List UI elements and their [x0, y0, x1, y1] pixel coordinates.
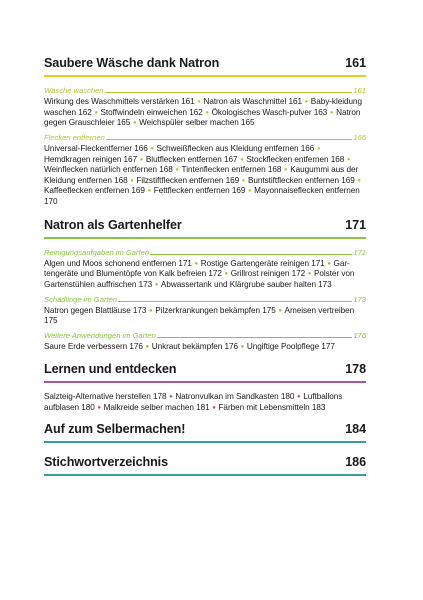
bullet-separator-icon: ●: [92, 109, 100, 116]
bullet-separator-icon: ●: [203, 109, 211, 116]
entry-item[interactable]: Grillrost reinigen 172: [230, 269, 306, 279]
bullet-separator-icon: ●: [302, 99, 310, 106]
bullet-separator-icon: ●: [239, 343, 246, 350]
entry-item[interactable]: Gar-tengeräte und Blumentöpfe von Kalk befreien 172: [44, 258, 350, 279]
chapter-page-number: 178: [345, 362, 366, 377]
bullet-separator-icon: ●: [325, 260, 333, 267]
bullet-separator-icon: ●: [276, 307, 284, 314]
section-title: Wäsche waschen: [44, 86, 104, 96]
bullet-separator-icon: ●: [145, 188, 153, 195]
entry-item[interactable]: Stockflecken entfernen 168: [246, 154, 345, 164]
bullet-separator-icon: ●: [315, 145, 321, 152]
entry-item[interactable]: Saure Erde verbessern 176: [44, 341, 143, 351]
entry-item[interactable]: Luftballons aufblasen 180: [44, 392, 343, 413]
bullet-separator-icon: ●: [95, 405, 103, 412]
entry-item[interactable]: Stoffwindeln einweichen 162: [100, 107, 203, 117]
section-page-number: 176: [353, 330, 366, 340]
chapter-title: Saubere Wäsche dank Natron: [44, 56, 220, 70]
entry-item[interactable]: Schweißflecken aus Kleidung entfernen 166: [156, 143, 315, 153]
chapter-heading[interactable]: [44, 422, 366, 441]
entry-item[interactable]: Algen und Moos schonend entfernen 171: [44, 258, 192, 268]
section-page-number: 171: [353, 247, 366, 257]
chapter-page-number: 186: [345, 454, 366, 469]
bullet-separator-icon: ●: [147, 307, 155, 314]
chapter-rule: [44, 75, 366, 77]
section-heading[interactable]: [44, 86, 366, 95]
bullet-separator-icon: ●: [246, 188, 254, 195]
entry-item[interactable]: Färben mit Lebensmitteln 183: [218, 403, 326, 413]
entry-list: [44, 306, 366, 327]
section-heading[interactable]: [44, 133, 366, 142]
chapter-rule: [44, 237, 366, 239]
entry-list: [44, 144, 366, 208]
leader-line: [157, 337, 352, 338]
entry-item[interactable]: Natron gegen Blattläuse 173: [44, 305, 147, 315]
chapter-block: [44, 218, 366, 353]
entry-item[interactable]: Universal-Fleckentferner 166: [44, 143, 148, 153]
section-heading[interactable]: [44, 248, 366, 257]
entry-item[interactable]: Fettflecken entfernen 169: [153, 186, 246, 196]
entry-item[interactable]: Ungiftige Poolpflege 177: [246, 341, 335, 351]
bullet-separator-icon: ●: [128, 177, 136, 184]
bullet-separator-icon: ●: [306, 271, 313, 278]
entry-item[interactable]: Natronvulkan im Sandkasten 180: [175, 392, 295, 402]
entry-item[interactable]: Hemdkragen reinigen 167: [44, 154, 138, 164]
leader-line: [105, 92, 353, 93]
bullet-separator-icon: ●: [138, 156, 145, 163]
leader-line: [150, 254, 352, 255]
section-title: Flecken entfernen: [44, 132, 105, 142]
entry-item[interactable]: Weinflecken natürlich entfernen 168: [44, 165, 173, 175]
entry-item[interactable]: Salzteig-Alternative herstellen 178: [44, 392, 167, 402]
entry-item[interactable]: Filzstiftflecken entfernen 169: [136, 175, 240, 185]
section-page-number: 166: [353, 132, 366, 142]
section-title: Schädlinge im Garten: [44, 294, 118, 304]
bullet-separator-icon: ●: [173, 167, 181, 174]
entry-item[interactable]: Mayonnaiseflecken entfernen 170: [44, 186, 360, 206]
chapter-heading[interactable]: [44, 362, 366, 381]
bullet-separator-icon: ●: [222, 271, 230, 278]
entry-item[interactable]: Blutflecken entfernen 167: [145, 154, 238, 164]
entry-item[interactable]: Wirkung des Waschmittels verstärken 161: [44, 97, 195, 107]
chapter-heading[interactable]: [44, 218, 366, 237]
chapter-title: Natron als Gartenhelfer: [44, 217, 182, 232]
section-title: Reinigungsaufgaben im Garten: [44, 247, 150, 257]
bullet-separator-icon: ●: [131, 120, 139, 127]
bullet-separator-icon: ●: [328, 109, 336, 116]
entry-item[interactable]: Natron als Waschmittel 161: [203, 97, 302, 107]
chapter-page-number: 171: [345, 217, 366, 232]
entry-item[interactable]: Unkraut bekämpfen 176: [151, 341, 239, 351]
section-title: Weitere Anwendungen im Garten: [44, 330, 156, 340]
bullet-separator-icon: ●: [282, 167, 290, 174]
bullet-separator-icon: ●: [192, 260, 200, 267]
bullet-separator-icon: ●: [148, 145, 156, 152]
entry-item[interactable]: Natron gegen Grauschleier 165: [44, 107, 361, 128]
chapter-block: [44, 455, 366, 476]
bullet-separator-icon: ●: [345, 156, 351, 163]
chapter-heading[interactable]: [44, 56, 366, 75]
entry-item[interactable]: Pilzerkrankungen bekämpfen 175: [155, 305, 276, 315]
section-page-number: 161: [353, 86, 366, 96]
section-heading[interactable]: [44, 295, 366, 304]
leader-line: [118, 301, 352, 302]
chapter-rule: [44, 474, 366, 476]
chapter-title: Auf zum Selbermachen!: [44, 421, 186, 436]
entry-item[interactable]: Tintenflecken entfernen 168: [181, 165, 282, 175]
entry-item[interactable]: Rostige Gartengeräte reinigen 171: [200, 258, 325, 268]
entry-item[interactable]: Abwassertank und Klärgrube sauber halten 173: [160, 279, 332, 289]
entry-item[interactable]: Kaffeeflecken entfernen 169: [44, 186, 145, 196]
chapter-heading[interactable]: [44, 455, 366, 474]
chapter-page-number: 184: [345, 421, 366, 436]
bullet-separator-icon: ●: [355, 177, 361, 184]
entry-item[interactable]: Polster von Gartenstühlen auffrischen 173: [44, 269, 355, 289]
entry-item[interactable]: Buntstiftflecken entfernen 169: [247, 175, 355, 185]
bullet-separator-icon: ●: [195, 99, 203, 106]
chapter-page-number: 161: [345, 56, 366, 70]
entry-item[interactable]: Malkreide selber machen 181: [103, 403, 210, 413]
chapter-title: Stichwortverzeichnis: [44, 454, 168, 469]
entry-item[interactable]: Baby-kleidung waschen 162: [44, 97, 363, 117]
entry-list: [44, 342, 366, 353]
section-heading[interactable]: [44, 331, 366, 340]
entry-item[interactable]: Ökologisches Wasch-pulver 163: [211, 107, 328, 117]
bullet-separator-icon: ●: [167, 394, 175, 401]
bullet-separator-icon: ●: [240, 177, 247, 184]
entry-list: [44, 97, 366, 129]
section-page-number: 173: [353, 294, 366, 304]
entry-item[interactable]: Ameisen vertreiben 175: [44, 305, 355, 326]
chapter-block: [44, 422, 366, 443]
chapter-block: [44, 56, 366, 208]
table-of-contents: [44, 56, 366, 485]
chapter-rule: [44, 441, 366, 443]
chapter-block: [44, 362, 366, 413]
entry-list: [44, 392, 366, 413]
entry-list: [44, 259, 366, 291]
entry-item[interactable]: Kaugummi aus der Kleidung entfernen 168: [44, 165, 359, 185]
chapter-title: Lernen und entdecken: [44, 362, 177, 377]
bullet-separator-icon: ●: [153, 281, 160, 288]
leader-line: [106, 139, 353, 140]
bullet-separator-icon: ●: [210, 405, 218, 412]
bullet-separator-icon: ●: [143, 343, 151, 350]
chapter-rule: [44, 381, 366, 383]
bullet-separator-icon: ●: [238, 156, 246, 163]
bullet-separator-icon: ●: [295, 394, 303, 401]
entry-item[interactable]: Weichspüler selber machen 165: [139, 118, 255, 128]
